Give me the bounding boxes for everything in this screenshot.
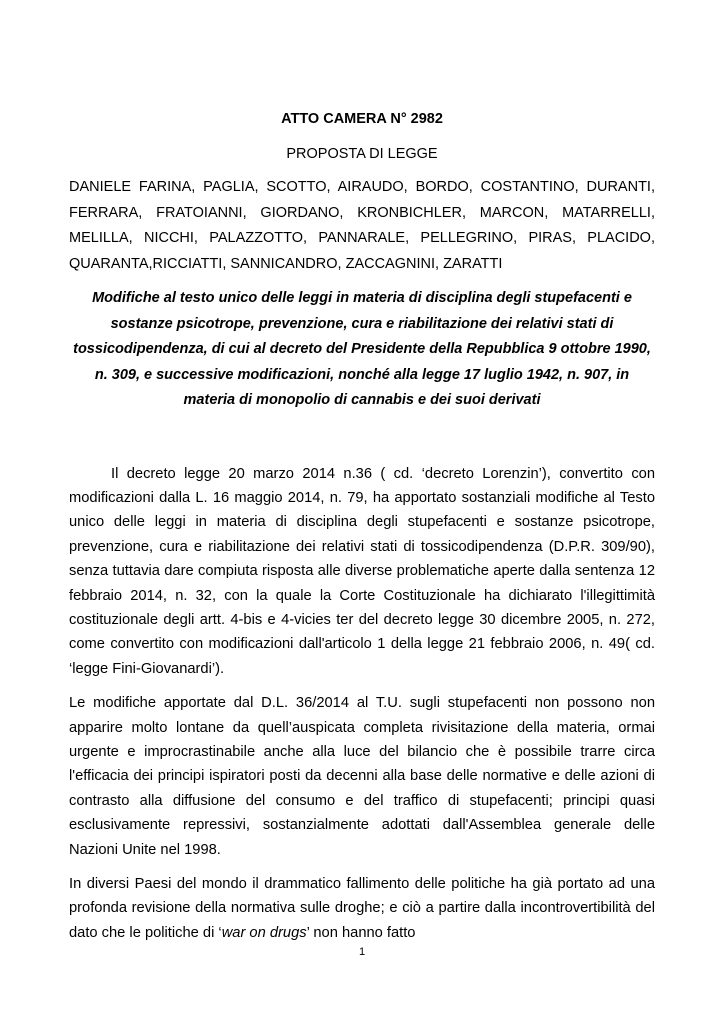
paragraph-3-text-start: In diversi Paesi del mondo il drammatico fallimento delle politiche ha già portato ad una profonda revisione della normativa sulle droghe; e ciò a partire dalla incontrovertibilità del dato che le politiche di ‘ <box>69 876 655 941</box>
page-number: 1 <box>358 946 366 958</box>
authors-list: DANIELE FARINA, PAGLIA, SCOTTO, AIRAUDO, BORDO, COSTANTINO, DURANTI, FERRARA, FRATOIANNI, GIORDANO, KRONBICHLER, MARCON, MATARRELLI, MELILLA, NICCHI, PALAZZOTTO, PANNARALE, PELLEGRINO, PIRAS, PLACIDO, QUARANTA,RICCIATTI, SANNICANDRO, ZACCAGNINI, ZARATTI <box>69 179 655 272</box>
paragraph-3-emphasis: war on drugs <box>221 924 307 941</box>
body-paragraph-2: Le modifiche apportate dal D.L. 36/2014 al T.U. sugli stupefacenti non possono non apparire molto lontane da quell’auspicata completa rivisitazione della materia, ormai urgente e improcrastinabile anche alla luce del bilancio che è possibile trarre circa l'efficacia dei principi ispiratori posti da decenni alla base delle normative e delle azioni di contrasto alla diffusione del consumo e del traffico di stupefacenti; principi quasi esclusivamente repressivi, sostanzialmente adottati dall'Assemblea generale delle Nazioni Unite nel 1998. <box>69 695 655 858</box>
body-paragraph-1: Il decreto legge 20 marzo 2014 n.36 ( cd. ‘decreto Lorenzin’), convertito con modificazioni dalla L. 16 maggio 2014, n. 79, ha apportato sostanziali modifiche al Testo unico delle leggi in materia di disciplina degli stupefacenti e sostanze psicotrope, prevenzione, cura e riabilitazione dei relativi stati di tossicodipendenza (D.P.R. 309/90), senza tuttavia dare compiuta risposta alle diverse problematiche aperte dalla sentenza 12 febbraio 2014, n. 32, con la quale la Corte Costituzionale ha dichiarato l'illegittimità costituzionale degli artt. 4-bis e 4-vicies ter del decreto legge 30 dicembre 2005, n. 272, come convertito con modificazioni dall'articolo 1 della legge 21 febbraio 2006, n. 49( cd. ‘legge Fini-Giovanardi’). <box>69 465 655 677</box>
bill-title: Modifiche al testo unico delle leggi in materia di disciplina degli stupefacenti e sostanze psicotrope, prevenzione, cura e riabilitazione dei relativi stati di tossicodipendenza, di cui al decreto del Presidente della Repubblica 9 ottobre 1990, n. 309, e successive modificazioni, nonché alla legge 17 luglio 1942, n. 907, in materia di monopolio di cannabis e dei suoi derivati <box>73 290 651 408</box>
document-subheading: PROPOSTA DI LEGGE <box>286 146 438 162</box>
document-content <box>69 108 655 945</box>
body-paragraph-3 <box>69 872 655 945</box>
document-heading: ATTO CAMERA N° 2982 <box>281 111 443 127</box>
paragraph-3-text-end: ’ non hanno fatto <box>306 924 416 941</box>
